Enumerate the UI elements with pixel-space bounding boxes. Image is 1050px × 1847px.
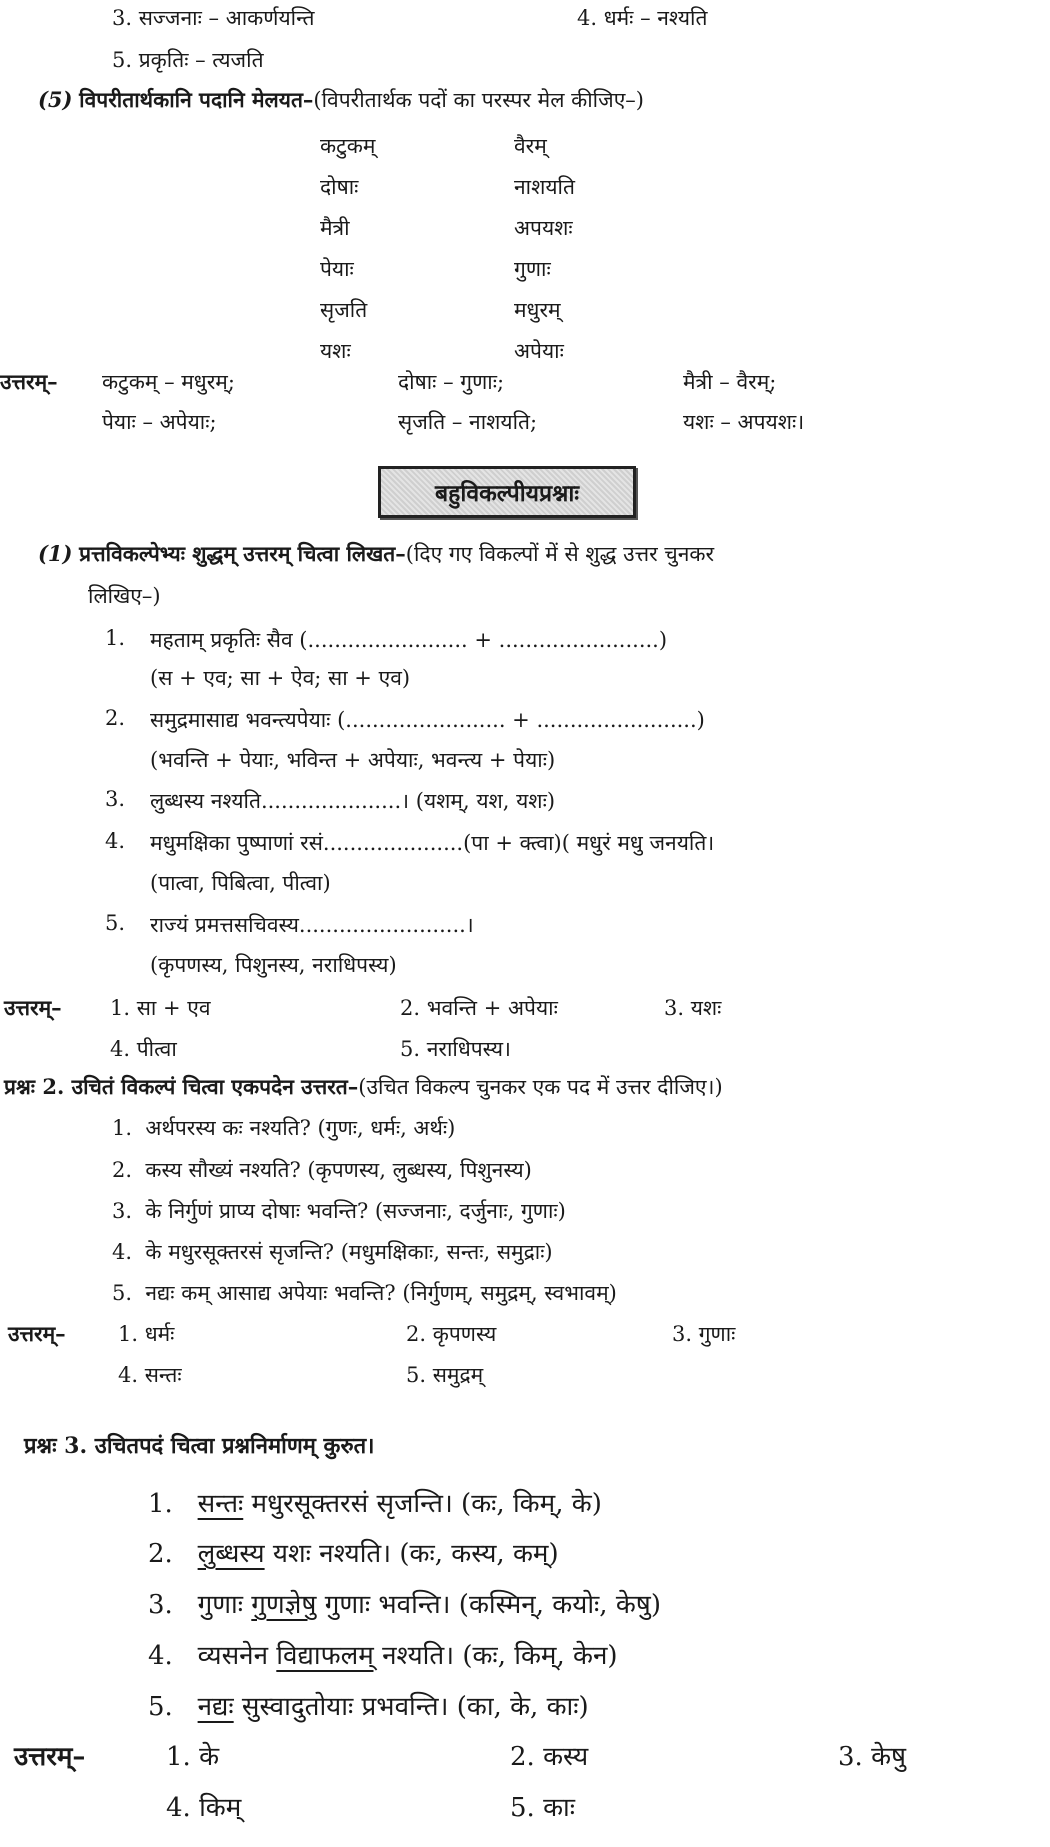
q5-answer: यशः – अपयशः। <box>683 410 805 434</box>
mcq3-q-num: 2. <box>148 1539 173 1569</box>
match-right-item: गुणाः <box>514 257 551 281</box>
mcq2-q-text: के निर्गुणं प्राप्य दोषाः भवन्ति? (सज्जनाः, दर्जुनाः, गुणाः) <box>145 1199 566 1223</box>
mcq2-q-text: कस्य सौख्यं नश्यति? (कृपणस्य, लुब्धस्य, पिशुनस्य) <box>145 1158 532 1182</box>
mcq1-answer: 4. पीत्वा <box>110 1037 177 1061</box>
mcq1-q-num: 1. <box>105 626 126 650</box>
match-left-item: सृजति <box>320 298 368 322</box>
mcq1-q-options: (स + एव; सा + ऐव; सा + एव) <box>150 666 411 690</box>
mcq3-q-underlined: लुब्धस्य <box>197 1539 265 1569</box>
mcq2-title: प्रश्नः 2. उचितं विकल्पं चित्वा एकपदेन उत्तरत– <box>4 1074 359 1099</box>
q5-left-column <box>320 126 375 372</box>
mcq2-q-num: 3. <box>112 1199 133 1223</box>
mcq3-q-num: 3. <box>148 1590 173 1620</box>
mcq3-q-pre: व्यसनेन <box>197 1641 277 1671</box>
match-left-item: यशः <box>320 339 351 363</box>
mcq2-answer: 5. समुद्रम् <box>406 1363 484 1387</box>
mcq3-q <box>148 1534 559 1570</box>
match-left-item: कटुकम् <box>320 134 376 158</box>
mcq3-q-num: 5. <box>148 1692 173 1722</box>
top-answer-3: 3. सज्जनाः – आकर्णयन्ति <box>112 6 315 30</box>
mcq1-number: (1) <box>38 541 73 566</box>
mcq2-q-text: अर्थपरस्य कः नश्यति? (गुणः, धर्मः, अर्थः) <box>145 1116 456 1140</box>
mcq2-q-text: नद्यः कम् आसाद्य अपेयाः भवन्ति? (निर्गुणम्, समुद्रम्, स्वभावम्) <box>145 1281 617 1305</box>
mcq3-q-post: सुस्वादुतोयाः प्रभवन्ति। (का, के, काः) <box>233 1692 589 1722</box>
mcq2-q-num: 2. <box>112 1158 133 1182</box>
mcq1-hint: (दिए गए विकल्पों में से शुद्ध उत्तर चुनकर <box>405 542 715 566</box>
mcq3-q-underlined: विद्याफलम् <box>276 1641 374 1671</box>
mcq1-q-text: लुब्धस्य नश्यति.....................। (यशम्, यश, यशः) <box>150 789 556 813</box>
mcq2-hint: (उचित विकल्प चुनकर एक पद में उत्तर दीजिए।) <box>358 1075 723 1099</box>
match-right-item: वैरम् <box>514 134 547 158</box>
mcq1-heading <box>38 540 714 568</box>
mcq2-answer: 3. गुणाः <box>672 1322 736 1346</box>
mcq3-answer: 3. केषु <box>838 1742 907 1772</box>
mcq2-q-num: 4. <box>112 1240 133 1264</box>
mcq3-q-pre: गुणाः <box>197 1590 252 1620</box>
mcq3-q <box>148 1636 618 1672</box>
q5-number: (5) <box>38 87 73 112</box>
mcq1-title: प्रत्तविकल्पेभ्यः शुद्धम् उत्तरम् चित्वा लिखत– <box>79 541 406 566</box>
mcq2-heading <box>4 1073 723 1101</box>
mcq1-answer: 5. नराधिपस्य। <box>400 1037 511 1061</box>
mcq3-q <box>148 1585 661 1621</box>
mcq3-q-underlined: नद्यः <box>197 1692 234 1722</box>
mcq3-q-post: यशः नश्यति। (कः, कस्य, कम्) <box>264 1539 559 1569</box>
q5-heading <box>38 86 644 114</box>
q5-answer-label: उत्तरम्– <box>0 369 58 394</box>
section-heading: बहुविकल्पीयप्रश्नाः <box>435 480 579 507</box>
mcq1-q-num: 4. <box>105 829 126 853</box>
mcq1-q-text: राज्यं प्रमत्तसचिवस्य.........................। <box>150 913 474 937</box>
mcq2-answer: 1. धर्मः <box>118 1322 175 1346</box>
mcq3-q-underlined: गुणज्ञेषु <box>251 1590 317 1620</box>
q5-title: विपरीतार्थकानि पदानि मेलयत– <box>79 87 314 112</box>
mcq3-q-post: नश्यति। (कः, किम्, केन) <box>373 1641 618 1671</box>
q5-answer: कटुकम् – मधुरम्; <box>102 370 235 394</box>
mcq2-q <box>112 1197 566 1225</box>
mcq2-q-num: 1. <box>112 1116 133 1140</box>
mcq3-answer: 2. कस्य <box>510 1742 589 1772</box>
mcq3-answer-label: उत्तरम्– <box>14 1742 86 1772</box>
mcq2-answer: 4. सन्तः <box>118 1363 182 1387</box>
mcq1-q-num: 2. <box>105 706 126 730</box>
mcq2-q-num: 5. <box>112 1281 133 1305</box>
q5-answer: मैत्री – वैरम्; <box>683 370 777 394</box>
mcq2-q <box>112 1238 553 1266</box>
q5-hint: (विपरीतार्थक पदों का परस्पर मेल कीजिए–) <box>313 88 644 112</box>
mcq3-title: प्रश्नः 3. उचितपदं चित्वा प्रश्ननिर्माणम् कुरुत। <box>24 1433 375 1459</box>
section-heading-box <box>378 466 636 518</box>
mcq3-q-underlined: सन्तः <box>197 1489 244 1519</box>
mcq3-q-num: 4. <box>148 1641 173 1671</box>
q5-answer: सृजति – नाशयति; <box>398 410 538 434</box>
q5-answer: दोषाः – गुणाः; <box>398 370 505 394</box>
q5-right-column <box>514 126 575 372</box>
mcq1-answer: 1. सा + एव <box>110 996 211 1020</box>
mcq3-q-post: मधुरसूक्तरसं सृजन्ति। (कः, किम्, के) <box>243 1489 602 1519</box>
mcq1-answer: 2. भवन्ति + अपेयाः <box>400 996 558 1020</box>
mcq1-q-text: समुद्रमासाद्य भवन्त्यपेयाः (........................ + ........................) <box>150 708 705 732</box>
mcq2-q <box>112 1279 617 1307</box>
mcq3-q <box>148 1687 589 1723</box>
match-left-item: मैत्री <box>320 216 350 240</box>
match-left-item: दोषाः <box>320 175 359 199</box>
mcq1-q-options: (कृपणस्य, पिशुनस्य, नराधिपस्य) <box>150 953 397 977</box>
mcq1-q-options: (पात्वा, पिबित्वा, पीत्वा) <box>150 871 331 895</box>
mcq2-q <box>112 1114 455 1142</box>
mcq3-answer: 5. काः <box>510 1793 576 1823</box>
mcq1-answer: 3. यशः <box>664 996 722 1020</box>
mcq3-q <box>148 1484 602 1520</box>
match-right-item: नाशयति <box>514 175 575 199</box>
mcq1-hint-cont: लिखिए–) <box>88 584 161 608</box>
top-answer-5: 5. प्रकृतिः – त्यजति <box>112 48 264 72</box>
mcq1-q-num: 5. <box>105 911 126 935</box>
mcq1-q-num: 3. <box>105 787 126 811</box>
mcq2-q <box>112 1156 532 1184</box>
mcq3-answer: 4. किम् <box>166 1793 242 1823</box>
mcq1-q-options: (भवन्ति + पेयाः, भविन्त + अपेयाः, भवन्त्य + पेयाः) <box>150 748 556 772</box>
q5-answer: पेयाः – अपेयाः; <box>102 410 217 434</box>
mcq1-answer-label: उत्तरम्– <box>4 995 62 1020</box>
mcq2-q-text: के मधुरसूक्तरसं सृजन्ति? (मधुमक्षिकाः, सन्तः, समुद्राः) <box>145 1240 553 1264</box>
mcq2-answer-label: उत्तरम्– <box>8 1321 66 1346</box>
mcq2-answer: 2. कृपणस्य <box>406 1322 497 1346</box>
match-right-item: अपेयाः <box>514 339 564 363</box>
top-answer-4: 4. धर्मः – नश्यति <box>577 6 708 30</box>
match-right-item: अपयशः <box>514 216 573 240</box>
mcq3-q-post: गुणाः भवन्ति। (कस्मिन्, कयोः, केषु) <box>316 1590 661 1620</box>
match-left-item: पेयाः <box>320 257 354 281</box>
mcq1-q-text: महताम् प्रकृतिः सैव (........................ + ........................) <box>150 628 668 652</box>
mcq3-q-num: 1. <box>148 1489 173 1519</box>
match-right-item: मधुरम् <box>514 298 561 322</box>
mcq1-q-text: मधुमक्षिका पुष्पाणां रसं.....................(पा + क्त्वा)( मधुरं मधु जनयति। <box>150 831 715 855</box>
mcq3-answer: 1. के <box>166 1742 220 1772</box>
